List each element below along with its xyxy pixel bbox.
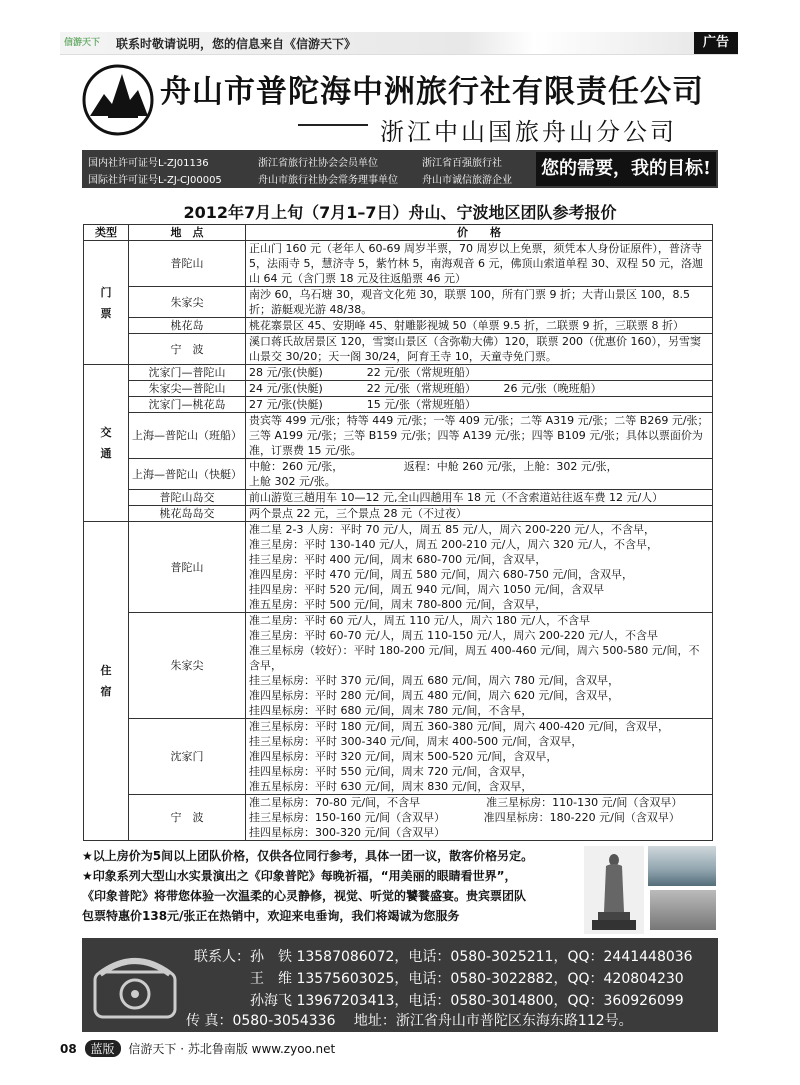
place-cell: 上海—普陀山（快艇）	[129, 459, 246, 490]
price-line: 准四星标房：平时 320 元/间，周末 500-520 元/间，含双早，	[249, 750, 558, 763]
table-row	[84, 287, 713, 318]
place-cell: 沈家门—桃花岛	[129, 397, 246, 413]
place-cell: 沈家门—普陀山	[129, 365, 246, 381]
contact-line: 王 维 13575603025，电话：0580-3022882，QQ：420804230	[194, 971, 684, 987]
category-char: 住	[100, 664, 112, 677]
price-cell	[246, 613, 713, 719]
place-cell: 宁 波	[129, 795, 246, 841]
price-line: 挂四星房：平时 520 元/间，周五 940 元/间，周六 1050 元/间，含双早	[249, 583, 605, 596]
price-line: 挂三星标房：150-160 元/间（含双早） 准四星标房：180-220 元/间（含双早）	[249, 811, 680, 824]
price-cell: 27 元/张(快艇) 15 元/张（常规班船）	[246, 397, 713, 413]
price-cell: 28 元/张(快艇) 22 元/张（常规班船）	[246, 365, 713, 381]
membership-1: 浙江省旅行社协会会员单位	[258, 158, 378, 169]
place-cell: 朱家尖	[129, 613, 246, 719]
price-line: 准三星房：平时 60-70 元/人，周五 110-150 元/人，周六 200-220 元/人，不含早	[249, 629, 658, 642]
price-line: 准二星房：平时 60 元/人，周五 110 元/人，周六 180 元/人，不含早	[249, 614, 591, 627]
page-title: 2012年7月上旬（7月1–7日）舟山、宁波地区团队参考报价	[183, 203, 617, 222]
honor-1: 浙江省百强旅行社	[422, 158, 502, 169]
price-cell: 中舱：260 元/张， 返程：中舱 260 元/张，上舱：302 元/张， 上舱 302 元/张。	[246, 459, 713, 490]
price-line: 挂三星标房：平时 370 元/间，周五 680 元/间，周六 780 元/间，含双早，	[249, 674, 620, 687]
price-cell	[246, 795, 713, 841]
price-line: 准四星标房：平时 280 元/间，周五 480 元/间，周六 620 元/间，含双早，	[249, 689, 620, 702]
brand-logo: 信游天下	[64, 38, 101, 48]
table-row	[84, 365, 713, 381]
category-char: 交	[100, 426, 112, 439]
page-footer	[60, 1040, 335, 1057]
contact-box	[82, 938, 718, 1032]
table-row	[84, 522, 713, 613]
table-row	[84, 318, 713, 334]
price-line: 挂四星标房：平时 680 元/间，周末 780 元/间，不含早，	[249, 704, 533, 717]
place-cell: 宁 波	[129, 334, 246, 365]
price-cell	[246, 719, 713, 795]
domestic-license: 国内社许可证号L-ZJ01136	[88, 158, 209, 169]
price-cell: 前山游览三趟用车 10—12 元,全山四趟用车 18 元（不含索道站往返车费 12 元/人）	[246, 490, 713, 506]
membership-2: 舟山市旅行社协会常务理事单位	[258, 175, 398, 186]
contact-notice: 联系时敬请说明，您的信息来自《信游天下》	[116, 37, 357, 51]
price-line: 准二星标房：70-80 元/间，不含早 准三星标房：110-130 元/间（含双早）	[249, 796, 683, 809]
price-line: 准二星 2-3 人房：平时 70 元/人，周五 85 元/人，周六 200-220 元/人，不含早，	[249, 523, 656, 536]
notes	[82, 846, 642, 926]
price-line: 准五星房：平时 500 元/间，周末 780-800 元/间，含双早，	[249, 598, 547, 611]
category-label	[84, 365, 129, 522]
place-cell: 朱家尖—普陀山	[129, 381, 246, 397]
place-cell: 普陀山	[129, 241, 246, 287]
price-line: 准三星标房（较好）：平时 180-200 元/间，周五 400-460 元/间，周六 500-580 元/间，不含早，	[249, 644, 700, 672]
honor-2: 舟山市诚信旅游企业	[422, 175, 512, 186]
category-char: 门	[100, 285, 112, 299]
price-line: 挂三星房：平时 400 元/间，周末 680-700 元/间，含双早，	[249, 553, 547, 566]
place-cell: 普陀山岛交	[129, 490, 246, 506]
slogan: 您的需要，我的目标!	[536, 152, 716, 186]
category-char: 票	[100, 306, 112, 320]
category-char: 宿	[100, 685, 112, 698]
header-place: 地 点	[129, 225, 246, 241]
price-line: 准四星房：平时 470 元/间，周五 580 元/间，周六 680-750 元/间，含双早，	[249, 568, 634, 581]
place-cell: 普陀山	[129, 522, 246, 613]
price-line: 挂三星标房：平时 300-340 元/间，周末 400-500 元/间，含双早，	[249, 735, 583, 748]
price-line: 挂四星标房：平时 550 元/间，周末 720 元/间，含双早，	[249, 765, 533, 778]
table-row	[84, 241, 713, 287]
telephone-icon	[90, 952, 180, 1022]
edition-badge: 蓝版	[85, 1040, 121, 1057]
place-cell: 朱家尖	[129, 287, 246, 318]
price-line: 准三星房：平时 130-140 元/人，周五 200-210 元/人，周六 320 元/人，不含早，	[249, 538, 659, 551]
table-row	[84, 719, 713, 795]
page-number: 08	[60, 1042, 77, 1056]
contact-line: 孙海飞 13967203413，电话：0580-3014800，QQ：360926099	[194, 993, 684, 1009]
top-banner	[60, 32, 738, 55]
header-type: 类型	[84, 225, 129, 241]
note-line: 《印象普陀》将带您体验一次温柔的心灵静修，视觉、听觉的饕餮盛宴。贵宾票团队	[82, 889, 527, 903]
contact-line: 联系人：孙 铁 13587086072，电话：0580-3025211，QQ：2441448036	[194, 949, 693, 965]
intl-license: 国际社许可证号L-ZJ-CJ00005	[88, 175, 222, 186]
table-row	[84, 413, 713, 459]
place-cell: 上海—普陀山（班船）	[129, 413, 246, 459]
temple-photo	[650, 890, 716, 930]
table-row	[84, 613, 713, 719]
price-line: 挂四星标房：300-320 元/间（含双早）	[249, 826, 446, 839]
price-line: 准三星标房：平时 180 元/间，周五 360-380 元/间，周六 400-420 元/间，含双早，	[249, 720, 670, 733]
table-row	[84, 795, 713, 841]
category-char: 通	[100, 447, 112, 460]
table-row	[84, 397, 713, 413]
seascape-photo	[648, 846, 716, 886]
footer-text: 信游天下 · 苏北鲁南版 www.zyoo.net	[128, 1042, 336, 1056]
note-line: ★以上房价为5间以上团队价格，仅供各位同行参考，具体一团一议，散客价格另定。	[82, 849, 534, 863]
price-cell: 南沙 60，乌石塘 30，观音文化苑 30，联票 100，所有门票 9 折；大青山景区 100，8.5 折；游艇观光游 48/38。	[246, 287, 713, 318]
price-cell: 溪口蒋氏故居景区 120，雪窦山景区（含弥勒大佛）120，联票 200（优惠价 160），另雪窦山景交 30/20；天一阁 30/24，阿育王寺 10，天童寺免门票。	[246, 334, 713, 365]
category-label	[84, 522, 129, 841]
price-cell: 桃花寨景区 45、安期峰 45、射雕影视城 50（单票 9.5 折，二联票 9 折，三联票 8 折）	[246, 318, 713, 334]
place-cell: 沈家门	[129, 719, 246, 795]
price-cell: 正山门 160 元（老年人 60-69 周岁半票，70 周岁以上免票，须凭本人身份证原件），普济寺 5，法雨寺 5，慧济寺 5，紫竹林 5，南海观音 6 元，佛顶山索道单程 30、双程 50 元，洛迦山 64 元（含门票 18 元及往返船票 46 元）	[246, 241, 713, 287]
company-name: 舟山市普陀海中洲旅行社有限责任公司	[160, 74, 704, 110]
fax-address-line: 传 真：0580-3054336 地址：浙江省舟山市普陀区东海东路112号。	[186, 1013, 633, 1029]
branch-name: 浙江中山国旅舟山分公司	[380, 118, 677, 146]
header-price: 价 格	[246, 225, 713, 241]
table-row	[84, 334, 713, 365]
company-logo-icon	[82, 64, 154, 136]
category-label	[84, 241, 129, 365]
place-cell: 桃花岛	[129, 318, 246, 334]
table-row	[84, 490, 713, 506]
table-row	[84, 506, 713, 522]
price-cell: 贵宾等 499 元/张；特等 449 元/张；一等 409 元/张；二等 A319 元/张；二等 B269 元/张；三等 A199 元/张；三等 B159 元/张；四等 A139 元/张；四等 B109 元/张；具体以票面价为准，订票费 15 元/张。	[246, 413, 713, 459]
price-line: 准五星标房：平时 630 元/间，周末 830 元/间，含双早，	[249, 780, 533, 793]
table-row	[84, 459, 713, 490]
price-table	[83, 224, 713, 841]
table-row	[84, 381, 713, 397]
price-cell	[246, 522, 713, 613]
ad-tag: 广告	[694, 32, 738, 54]
note-line: ★印象系列大型山水实景演出之《印象普陀》每晚祈福，“用美丽的眼睛看世界”，	[82, 869, 517, 883]
note-line: 包票特惠价138元/张正在热销中，欢迎来电垂询，我们将竭诚为您服务	[82, 909, 460, 923]
branch-dash	[298, 124, 368, 126]
place-cell: 桃花岛岛交	[129, 506, 246, 522]
price-cell: 24 元/张(快艇) 22 元/张（常规班船） 26 元/张（晚班船）	[246, 381, 713, 397]
price-cell: 两个景点 22 元，三个景点 28 元（不过夜）	[246, 506, 713, 522]
